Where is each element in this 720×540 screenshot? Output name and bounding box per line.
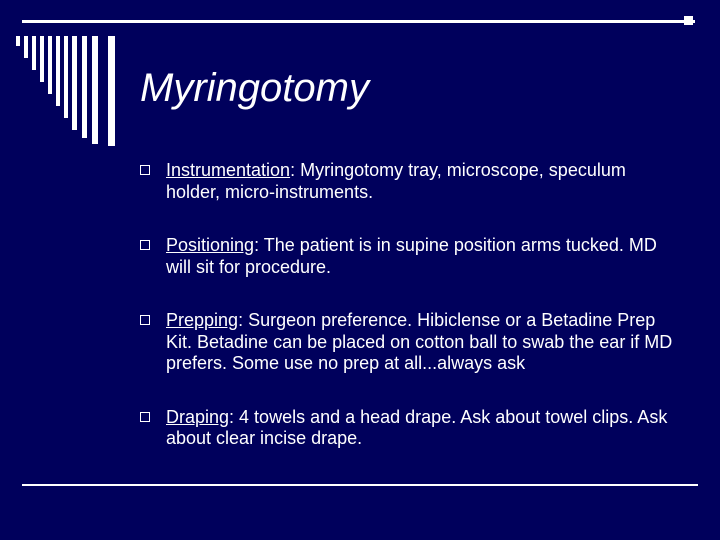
top-corner-square: [684, 16, 693, 25]
bullet-text: : 4 towels and a head drape. Ask about towel clips. Ask about clear incise drape.: [166, 406, 668, 448]
bullet-draping: [140, 407, 680, 450]
decorative-bars: [16, 36, 126, 146]
bullet-prepping: [140, 310, 680, 375]
hollow-square-icon: [140, 165, 150, 175]
bullet-text: : The patient is in supine position arms tucked. MD will sit for procedure.: [166, 235, 657, 277]
bullet-term: Draping: [166, 406, 230, 427]
bullet-instrumentation: [140, 160, 680, 203]
bullet-term: Positioning: [166, 235, 255, 255]
hollow-square-icon: [140, 240, 150, 250]
bullet-positioning: [140, 235, 680, 278]
bullet-term: Instrumentation: [166, 160, 291, 180]
hollow-square-icon: [140, 315, 150, 325]
bullet-text: : Myringotomy tray, microscope, speculum holder, micro-instruments.: [166, 160, 626, 202]
top-rule: [22, 20, 695, 23]
bullet-list: [140, 160, 680, 482]
bottom-rule: [22, 484, 698, 486]
bullet-term: Prepping: [166, 310, 239, 330]
bullet-text: : Surgeon preference. Hibiclense or a Betadine Prep Kit. Betadine can be placed on cotton ball to swab the ear if MD prefers. Some use no prep at all...always ask: [166, 310, 673, 373]
hollow-square-icon: [140, 412, 150, 422]
slide-title: Myringotomy: [140, 66, 369, 110]
